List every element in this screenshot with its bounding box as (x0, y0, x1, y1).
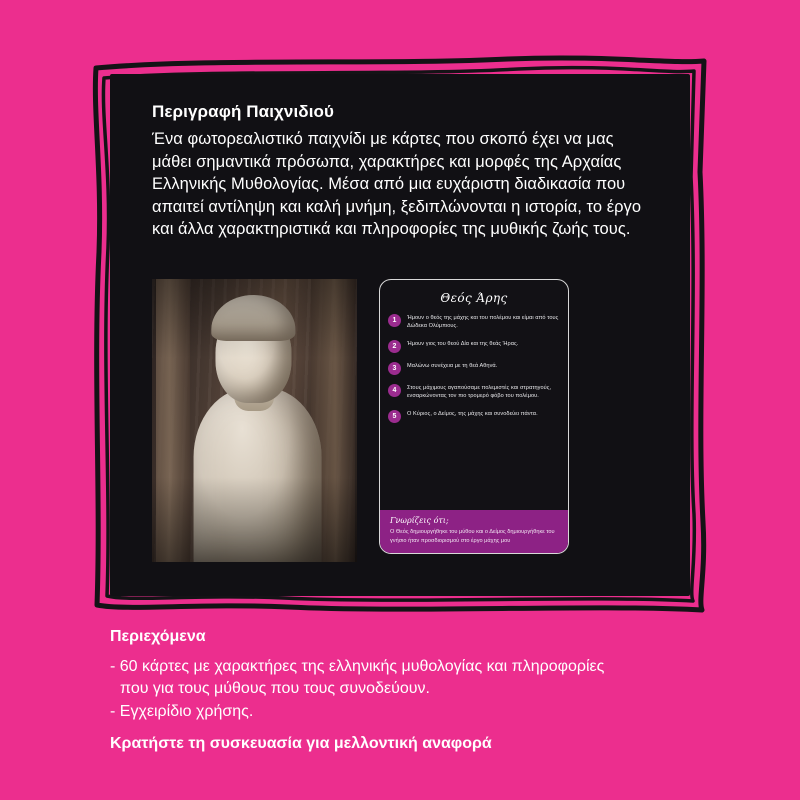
card-footer-text: Ο Θεός δημιουργήθηκε του μύθου και ο Δείμος δημιουργήθηκε του γνήσιο ήταν προσδιορισμού στο έργο μάχης μου (390, 529, 555, 544)
keep-package-note: Κρατήστε τη συσκευασία για μελλοντική αναφορά (110, 735, 492, 752)
card-item-text: Ήμουν ο θεός της μάχης και του πολέμου και είμαι από τους Δώδεκα Ολύμπιους. (407, 315, 559, 330)
contents-title: Περιεχόμενα (110, 628, 206, 645)
description-panel (110, 74, 690, 596)
list-item (110, 656, 710, 699)
media-row (152, 279, 652, 564)
list-item (388, 384, 559, 401)
photo-vignette (152, 279, 357, 562)
list-item (388, 314, 559, 331)
card-footer (380, 510, 568, 553)
contents-list (110, 656, 710, 723)
card-footer-title: Γνωρίζεις ότι; (390, 516, 449, 526)
list-item (388, 410, 559, 423)
description-body: Ένα φωτορεαλιστικό παιχνίδι με κάρτες που σκοπό έχει να μας μάθει σημαντικά πρόσωπα, χαρακτήρες και μορφές της Αρχαίας Ελληνικής Μυθολογίας. Μέσα από μια ευχάριστη διαδικασία που απαιτεί αντίληψη και καλή μνήμη, ξεδιπλώνονται η ιστορία, το έργο και άλλα χαρακτηριστικά και πληροφορίες της μυθικής ζωής τους. (152, 130, 642, 239)
bullet-number-icon: 1 (388, 314, 401, 327)
contents-section (110, 628, 710, 725)
bullet-number-icon: 2 (388, 340, 401, 353)
contents-item-line2: που για τους μύθους που τους συνοδεύουν. (120, 679, 430, 697)
card-item-text: Ο Κύριος, ο Δείμος, της μάχης και συνοδεύει πάντα. (407, 410, 538, 417)
card-title: Θεός Άρης (440, 291, 508, 305)
list-item (388, 362, 559, 375)
bullet-number-icon: 5 (388, 410, 401, 423)
bullet-number-icon: 4 (388, 384, 401, 397)
statue-photo (152, 279, 357, 562)
sample-game-card (379, 279, 569, 554)
card-fact-list (380, 314, 568, 423)
bullet-number-icon: 3 (388, 362, 401, 375)
card-item-text: Μαλώνω συνέχεια με τη θεά Αθηνά. (407, 362, 498, 369)
list-item (388, 340, 559, 353)
contents-item-line1: - 60 κάρτες με χαρακτήρες της ελληνικής μυθολογίας και πληροφορίες (110, 658, 605, 675)
contents-item-line1: - Εγχειρίδιο χρήσης. (110, 703, 254, 721)
list-item (110, 701, 710, 723)
description-title: Περιγραφή Παιχνιδιού (152, 102, 335, 121)
card-item-text: Στους μάχιμους αγαπούσαμε πολεμιστές και στρατηγούς, ενσαρκώνοντας τον πιο τρομερό φόβο του πολέμου. (407, 384, 552, 400)
card-item-text: Ήμουν γιος του θεού Δία και της θεάς Ήρας. (407, 340, 519, 347)
